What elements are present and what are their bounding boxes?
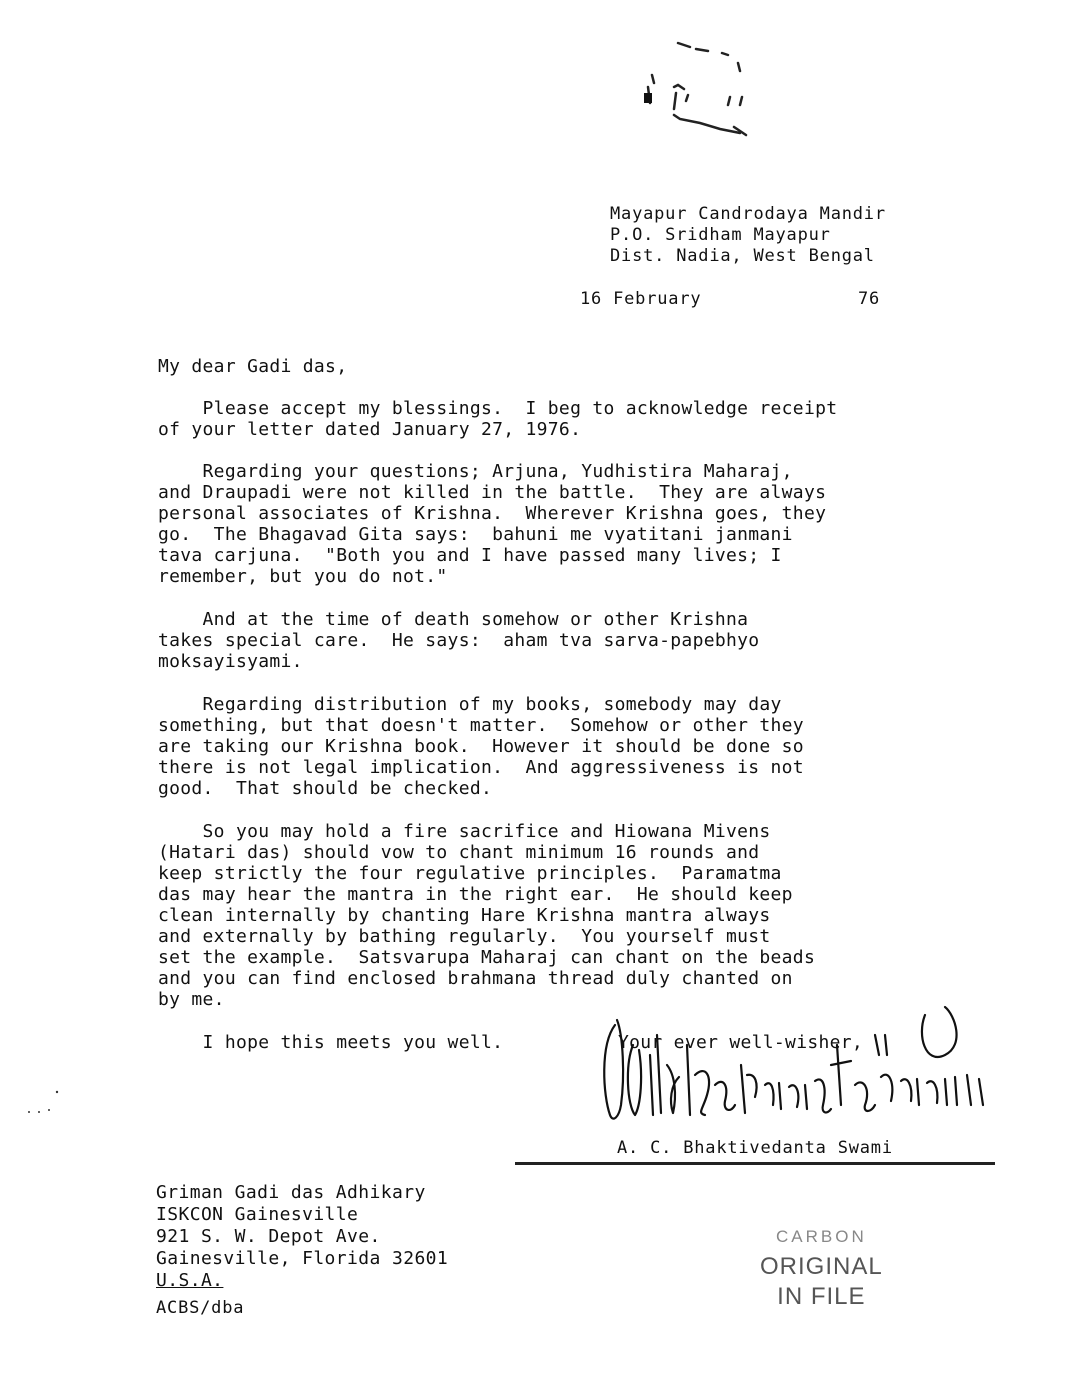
address-line: Mayapur Candrodaya Mandir	[610, 204, 886, 224]
date-day-month: 16 February	[580, 289, 702, 309]
date-year: 76	[858, 289, 881, 309]
salutation: My dear Gadi das,	[158, 356, 348, 377]
recipient-line: Griman Gadi das Adhikary	[156, 1182, 426, 1203]
handwritten-signature	[595, 1005, 995, 1139]
reference-initials: ACBS/dba	[156, 1298, 245, 1318]
scan-speck	[25, 1090, 65, 1124]
paragraph-line: Please accept my blessings. I beg to acknowledge receipt	[158, 398, 838, 419]
paragraph-3	[158, 609, 988, 672]
paragraph-5	[158, 821, 988, 1010]
paragraph-line: and externally by bathing regularly. You yourself must	[158, 926, 771, 947]
paragraph-4	[158, 694, 988, 799]
paragraph-line: remember, but you do not."	[158, 566, 448, 587]
paragraph-line: Regarding your questions; Arjuna, Yudhistira Maharaj,	[158, 461, 793, 482]
address-line: P.O. Sridham Mayapur	[610, 225, 831, 245]
paragraph-line: go. The Bhagavad Gita says: bahuni me vyatitani janmani	[158, 524, 793, 545]
file-stamp	[760, 1222, 883, 1312]
address-line: Dist. Nadia, West Bengal	[610, 246, 875, 266]
paragraph-2	[158, 461, 988, 587]
paragraph-line: set the example. Satsvarupa Maharaj can chant on the beads	[158, 947, 816, 968]
salutation-block	[158, 356, 988, 377]
paragraph-line: keep strictly the four regulative principles. Paramatma	[158, 863, 782, 884]
recipient-line: ISKCON Gainesville	[156, 1204, 359, 1225]
paragraph-line: And at the time of death somehow or other Krishna	[158, 609, 749, 630]
paragraph-line: Regarding distribution of my books, somebody may day	[158, 694, 782, 715]
paragraph-line: by me.	[158, 989, 225, 1010]
recipient-country: U.S.A.	[156, 1270, 224, 1291]
signature-rule	[515, 1162, 995, 1165]
paragraph-line: something, but that doesn't matter. Somehow or other they	[158, 715, 804, 736]
paragraph-line: clean internally by chanting Hare Krishna mantra always	[158, 905, 771, 926]
paragraph-line: and you can find enclosed brahmana thread duly chanted on	[158, 968, 793, 989]
paragraph-line: takes special care. He says: aham tva sarva-papebhyo	[158, 630, 760, 651]
paragraph-line: good. That should be checked.	[158, 778, 493, 799]
sender-address	[610, 204, 886, 267]
paragraph-line: are taking our Krishna book. However it should be done so	[158, 736, 804, 757]
paragraph-line: (Hatari das) should vow to chant minimum 16 rounds and	[158, 842, 760, 863]
paragraph-1	[158, 398, 988, 440]
paragraph-line: moksayisyami.	[158, 651, 303, 672]
paragraph-line: personal associates of Krishna. Wherever Krishna goes, they	[158, 503, 827, 524]
paragraph-line: das may hear the mantra in the right ear. He should keep	[158, 884, 793, 905]
recipient-line: 921 S. W. Depot Ave.	[156, 1226, 381, 1247]
paragraph-line: there is not legal implication. And aggressiveness is not	[158, 757, 804, 778]
paragraph-line: and Draupadi were not killed in the battle. They are always	[158, 482, 827, 503]
recipient-address	[156, 1182, 448, 1292]
signature-name: A. C. Bhaktivedanta Swami	[617, 1138, 893, 1158]
paragraph-line: tava carjuna. "Both you and I have passed many lives; I	[158, 545, 782, 566]
closing-line: I hope this meets you well.	[158, 1032, 504, 1053]
ink-stamp-mark	[630, 35, 780, 149]
recipient-line: Gainesville, Florida 32601	[156, 1248, 449, 1269]
paragraph-line: So you may hold a fire sacrifice and Hiowana Mivens	[158, 821, 771, 842]
file-stamp-line: ORIGINAL	[760, 1253, 883, 1280]
file-stamp-line: IN FILE	[777, 1283, 866, 1310]
paragraph-line: of your letter dated January 27, 1976.	[158, 419, 582, 440]
valediction: Your ever well-wisher,	[618, 1032, 864, 1053]
file-stamp-line: CARBON	[775, 1227, 867, 1246]
